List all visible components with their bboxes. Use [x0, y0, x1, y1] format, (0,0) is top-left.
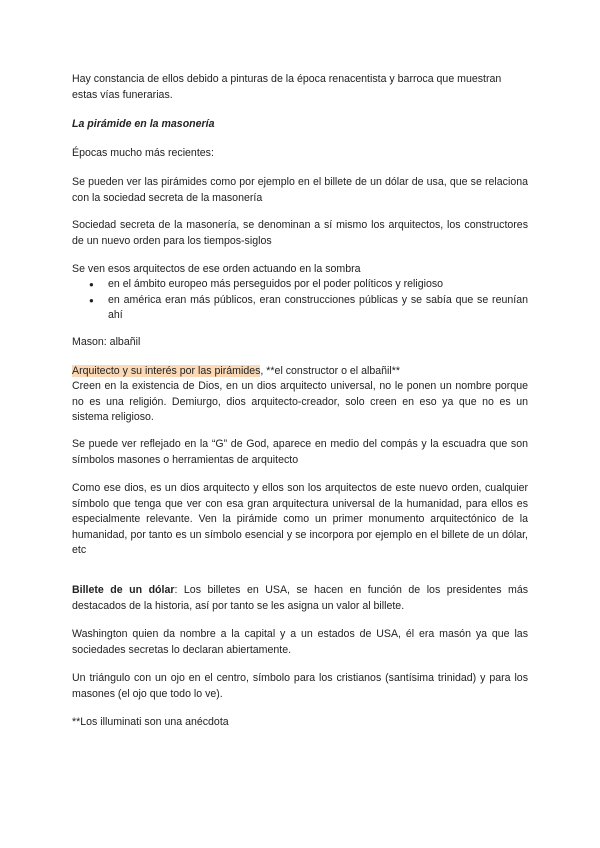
paragraph-dollar-bill-pyramids: Se pueden ver las pirámides como por ejemplo en el billete de un dólar de usa, que se relaciona con la sociedad secreta de la masonería: [72, 176, 528, 204]
paragraph-renaissance-paintings: Hay constancia de ellos debido a pinturas de la época renacentista y barroca que muestran estas vías funerarias.: [72, 73, 502, 101]
paragraph-triangle-eye: Un triángulo con un ojo en el centro, símbolo para los cristianos (santísima trinidad) y para los masones (el ojo que todo lo ve).: [72, 672, 528, 700]
paragraph-letter-g: Se puede ver reflejado en la “G” de God, aparece en medio del compás y la escuadra que son símbolos masones o herramientas de arquitecto: [72, 438, 528, 466]
paragraph-god-architect: Creen en la existencia de Dios, en un dios arquitecto universal, no le ponen un nombre porque no es una religión. Demiurgo, dios arquitecto-creador, solo creen en eso ya que no es un sistema religioso.: [72, 380, 528, 423]
list-item: ● en américa eran más públicos, eran construcciones públicas y se sabía que se reunían ahí: [72, 293, 528, 324]
paragraph-recent-times: Épocas mucho más recientes:: [72, 147, 214, 159]
section-title-pyramid-masonry: La pirámide en la masonería: [72, 118, 215, 130]
paragraph-secret-society: Sociedad secreta de la masonería, se denominan a sí mismo los arquitectos, los constructores de un nuevo orden para los tiempos-siglos: [72, 219, 528, 247]
builder-note: , **el constructor o el albañil**: [260, 365, 400, 377]
paragraph-washington: Washington quien da nombre a la capital y a un estados de USA, él era masón ya que las sociedades secretas lo declaran abiertamente.: [72, 628, 528, 656]
paragraph-mason-definition: Mason: albañil: [72, 336, 141, 348]
paragraph-dollar-bill: [72, 583, 528, 614]
paragraph-illuminati: **Los illuminati son una anécdota: [72, 716, 229, 728]
paragraph-pyramid-symbol: Como ese dios, es un dios arquitecto y ellos son los arquitectos de este nuevo orden, cualquier símbolo que tenga que ver con esa gran arquitectura universal de la humanidad, para ellos es especialmente relevante. Ven la pirámide como un primer monumento arquitectónico de la humanidad, por tanto es un símbolo esencial y se incorpora por ejemplo en el billete de un dólar, etc: [72, 482, 528, 556]
paragraph-architects-shadow: Se ven esos arquitectos de ese orden actuando en la sombra: [72, 263, 361, 275]
dollar-bill-text: : Los billetes en USA, se hacen en función de los presidentes más destacados de la historia, así por tanto se les asigna un valor al billete.: [72, 584, 529, 612]
highlighted-phrase: Arquitecto y su interés por las pirámides: [72, 365, 261, 377]
dollar-bill-heading: Billete de un dólar: [72, 584, 175, 596]
list-item: ● en el ámbito europeo más perseguidos por el poder políticos y religioso: [72, 277, 528, 293]
bullet-list: [72, 277, 528, 324]
paragraph-architect-interest: [72, 364, 528, 380]
